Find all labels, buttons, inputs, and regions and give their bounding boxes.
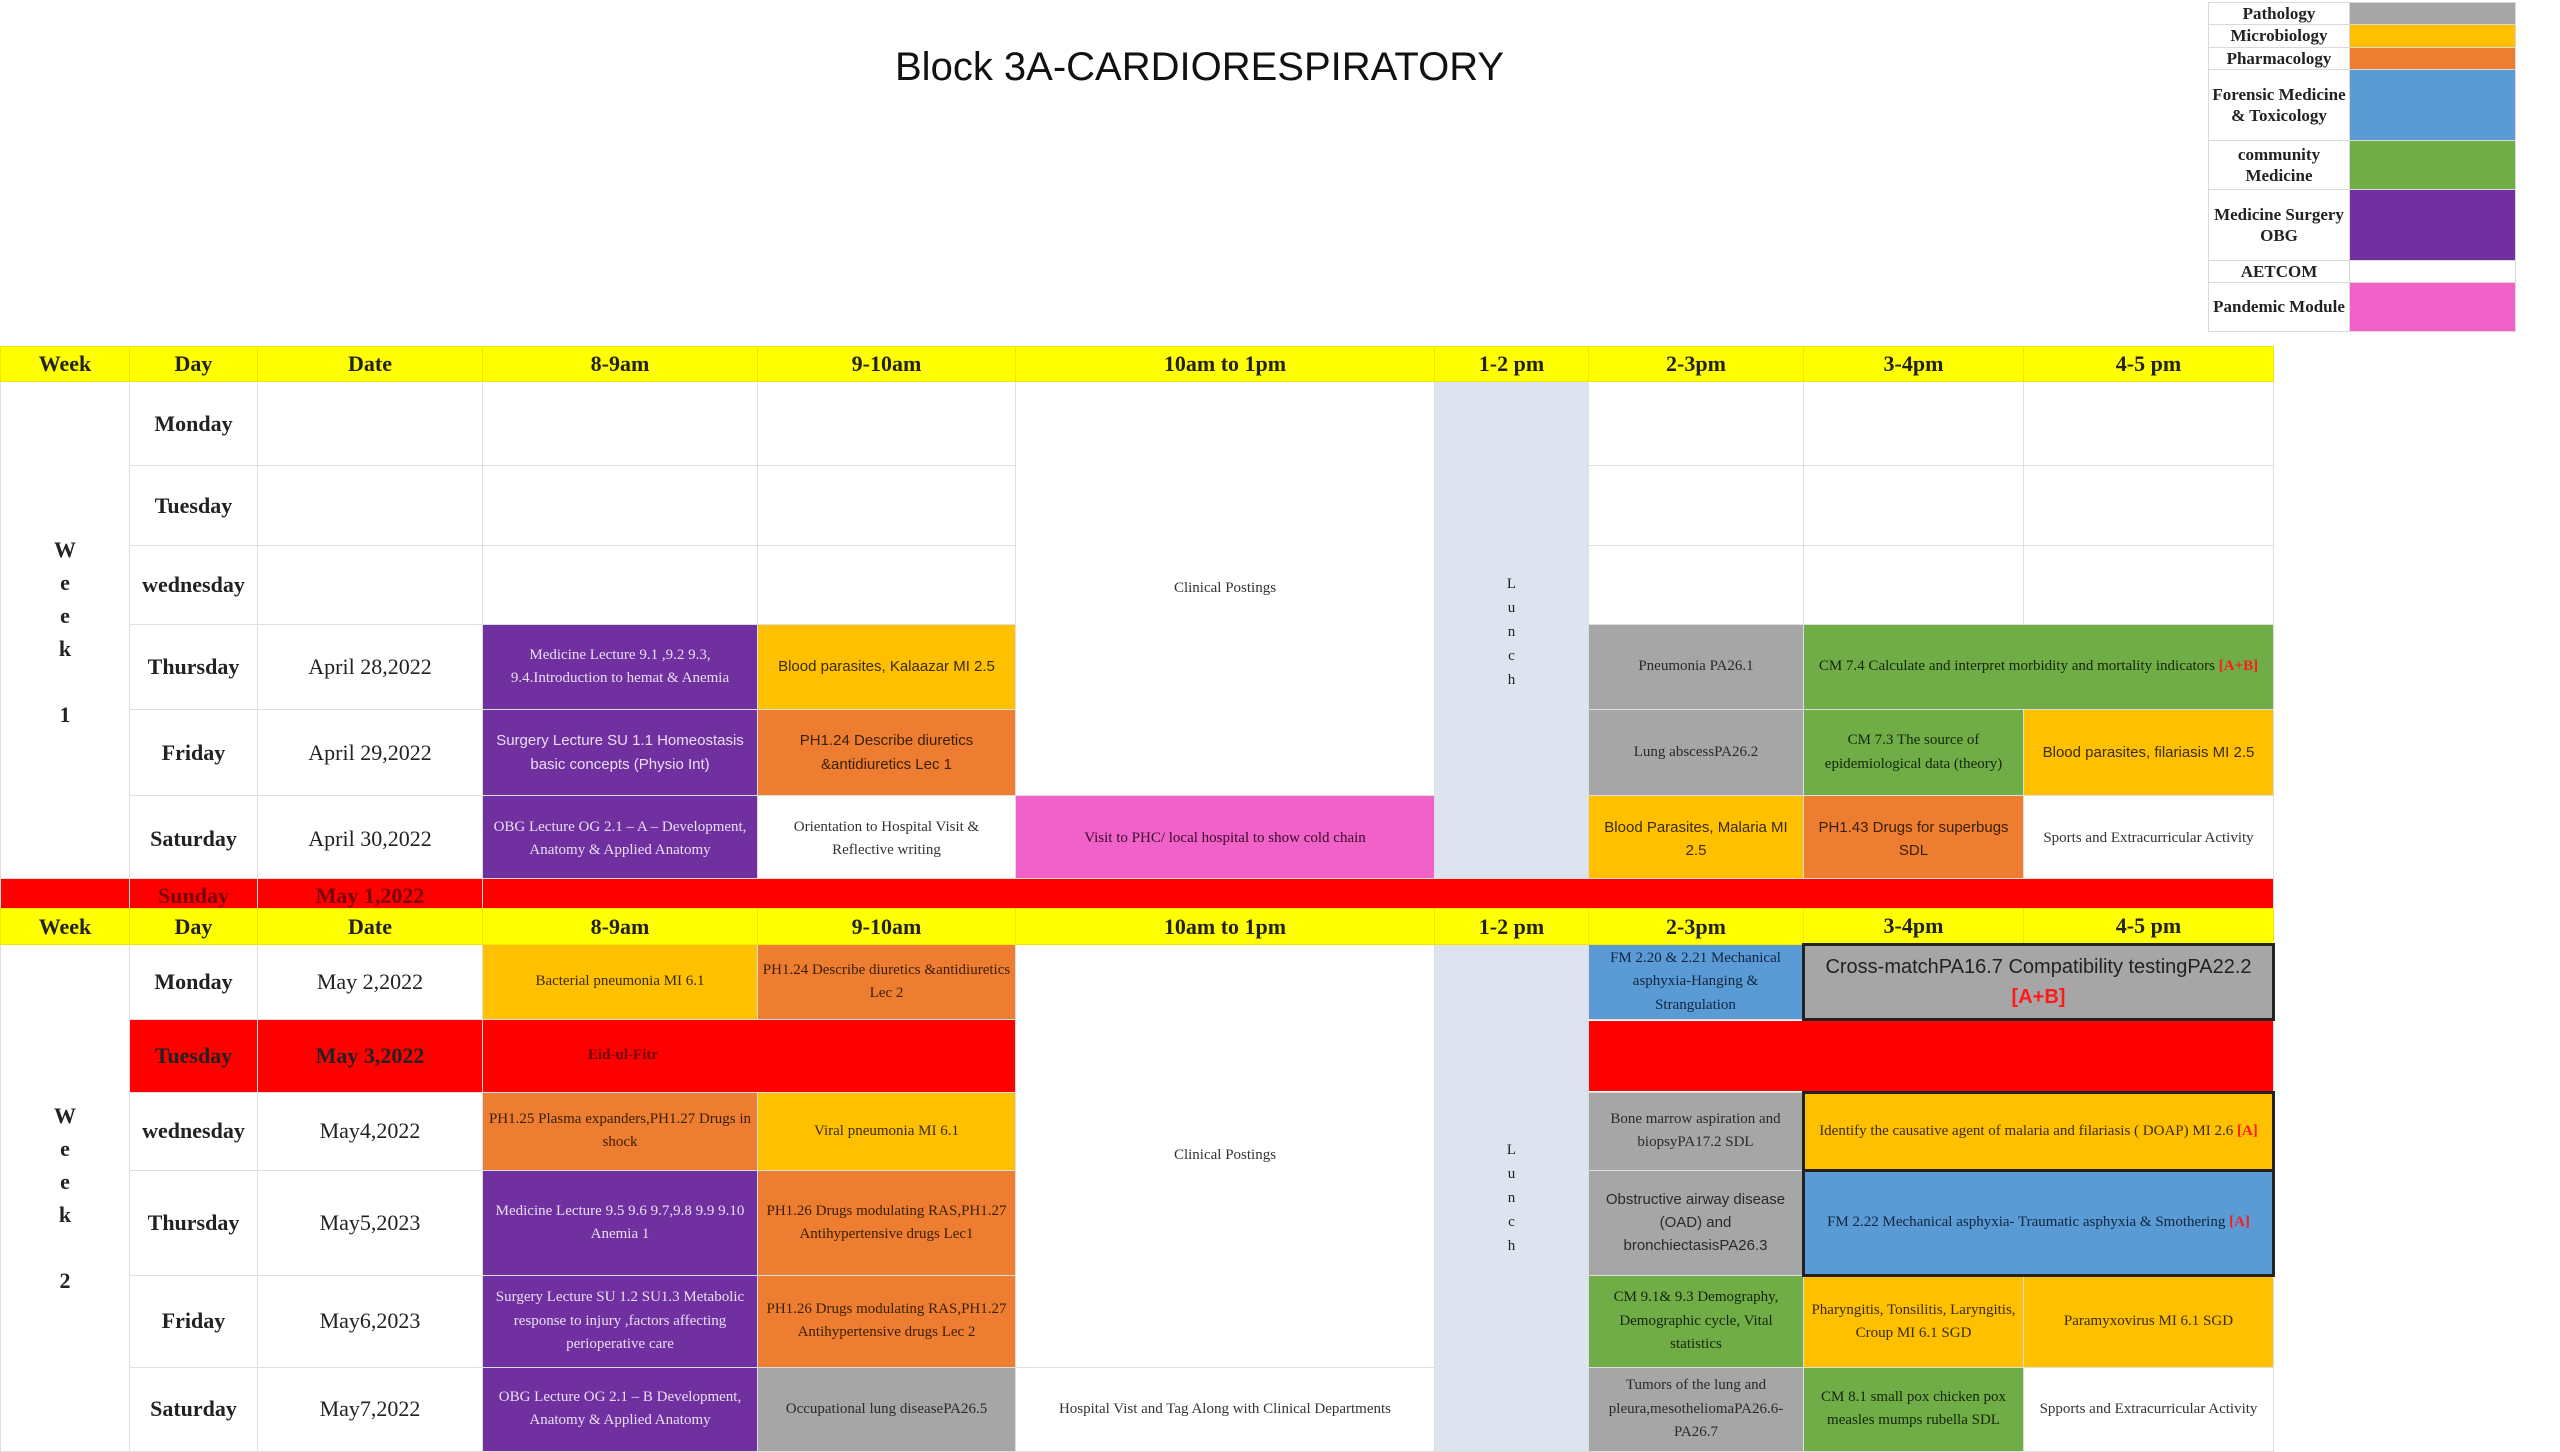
class-cell-pathology: Occupational lung diseasePA26.5 <box>758 1367 1016 1451</box>
lunch-letter: u <box>1507 1165 1516 1182</box>
lunch-letter: n <box>1507 1189 1516 1206</box>
slot-cell <box>1589 382 1804 466</box>
header-slot-9-10: 9-10am <box>758 909 1016 945</box>
lunch-letter: u <box>1507 600 1516 617</box>
legend-swatch-microbiology <box>2350 25 2516 47</box>
slot-cell <box>483 546 758 625</box>
class-cell-pharmacology: PH1.24 Describe diuretics &antidiuretics Lec 1 <box>758 710 1016 796</box>
header-slot-3-4: 3-4pm <box>1804 347 2024 382</box>
class-cell-activity: Sports and Extracurricular Activity <box>2024 796 2274 883</box>
lunch-cell <box>1435 945 1589 1452</box>
slot-cell <box>1589 466 1804 546</box>
class-cell-microbiology: Blood parasites, filariasis MI 2.5 <box>2024 710 2274 796</box>
slot-cell <box>758 546 1016 625</box>
lunch-letter: c <box>1508 1213 1515 1230</box>
header-slot-2-3: 2-3pm <box>1589 909 1804 945</box>
date-cell <box>258 382 483 466</box>
class-cell-community-medicine <box>1804 625 2274 710</box>
date-cell: May 2,2022 <box>258 945 483 1020</box>
class-cell-microbiology: Blood parasites, Kalaazar MI 2.5 <box>758 625 1016 710</box>
class-cell-forensic-medicine: FM 2.20 & 2.21 Mechanical asphyxia-Hanging & Strangulation <box>1589 945 1804 1020</box>
day-cell: Saturday <box>130 796 258 883</box>
week-letter: W <box>54 537 76 563</box>
header-slot-4-5: 4-5 pm <box>2024 909 2274 945</box>
slot-cell <box>483 382 758 466</box>
class-cell-surgery: Surgery Lecture SU 1.2 SU1.3 Metabolic response to injury ,factors affecting perioperative care <box>483 1275 758 1367</box>
group-tag: [A] <box>2236 1122 2258 1139</box>
header-day: Day <box>130 347 258 382</box>
class-text: Cross-matchPA16.7 Compatibility testingPA22.2 <box>1825 955 2252 978</box>
clinical-postings-cell: Clinical Postings <box>1016 382 1435 796</box>
day-cell: Friday <box>130 1275 258 1367</box>
header-slot-3-4: 3-4pm <box>1804 909 2024 945</box>
legend-label: Pathology <box>2209 3 2350 25</box>
class-cell-pharmacology: PH1.26 Drugs modulating RAS,PH1.27 Antihypertensive drugs Lec1 <box>758 1170 1016 1275</box>
class-cell-pharmacology: PH1.43 Drugs for superbugs SDL <box>1804 796 2024 883</box>
header-date: Date <box>258 347 483 382</box>
day-cell: wednesday <box>130 546 258 625</box>
header-slot-4-5: 4-5 pm <box>2024 347 2274 382</box>
class-cell-pathology: Lung abscessPA26.2 <box>1589 710 1804 796</box>
date-cell: May 3,2022 <box>258 1019 483 1092</box>
class-cell-surgery: Surgery Lecture SU 1.1 Homeostasis basic concepts (Physio Int) <box>483 710 758 796</box>
group-tag: [A+B] <box>2218 658 2259 675</box>
day-cell: Monday <box>130 382 258 466</box>
class-cell-community-medicine: CM 9.1& 9.3 Demography, Demographic cycle, Vital statistics <box>1589 1275 1804 1367</box>
class-cell-pharmacology: PH1.25 Plasma expanders,PH1.27 Drugs in shock <box>483 1092 758 1170</box>
day-cell: wednesday <box>130 1092 258 1170</box>
table-row <box>1 945 2274 1020</box>
class-cell-community-medicine: CM 8.1 small pox chicken pox measles mumps rubella SDL <box>1804 1367 2024 1451</box>
slot-cell <box>1804 382 2024 466</box>
week-letter: e <box>60 570 70 596</box>
legend-swatch-forensic <box>2350 69 2516 140</box>
week-letter: e <box>60 603 70 629</box>
date-cell: May4,2022 <box>258 1092 483 1170</box>
clinical-postings-cell: Clinical Postings <box>1016 945 1435 1368</box>
date-cell: May6,2023 <box>258 1275 483 1367</box>
class-cell-aetcom: Hospital Vist and Tag Along with Clinical Departments <box>1016 1367 1435 1451</box>
slot-cell <box>2024 546 2274 625</box>
date-cell <box>258 546 483 625</box>
class-cell-medicine: Medicine Lecture 9.5 9.6 9.7,9.8 9.9 9.10 Anemia 1 <box>483 1170 758 1275</box>
header-slot-1-2: 1-2 pm <box>1435 347 1589 382</box>
legend-swatch-aetcom <box>2350 260 2516 282</box>
day-cell: Thursday <box>130 625 258 710</box>
table-row <box>1 1367 2274 1451</box>
legend-label: AETCOM <box>2209 260 2350 282</box>
slot-cell <box>483 466 758 546</box>
class-cell-aetcom: Orientation to Hospital Visit & Reflective writing <box>758 796 1016 883</box>
group-tag: [A+B] <box>2011 985 2066 1008</box>
sunday-day: Sunday <box>130 879 258 914</box>
date-cell: May5,2023 <box>258 1170 483 1275</box>
class-cell-microbiology: Blood Parasites, Malaria MI 2.5 <box>1589 796 1804 883</box>
class-cell-pathology <box>1804 945 2274 1020</box>
header-slot-10-1: 10am to 1pm <box>1016 347 1435 382</box>
date-cell: April 29,2022 <box>258 710 483 796</box>
legend-swatch-pathology <box>2350 3 2516 25</box>
slot-cell <box>2024 382 2274 466</box>
slot-cell <box>1589 546 1804 625</box>
day-cell: Monday <box>130 945 258 1020</box>
header-slot-9-10: 9-10am <box>758 347 1016 382</box>
timetable-week-2 <box>0 908 2275 1452</box>
week-letter: W <box>54 1102 76 1128</box>
class-text: Identify the causative agent of malaria and filariasis ( DOAP) MI 2.6 <box>1819 1122 2234 1139</box>
week-number: 1 <box>59 702 71 728</box>
header-day: Day <box>130 909 258 945</box>
class-cell-pandemic-module: Visit to PHC/ local hospital to show cold chain <box>1016 796 1435 883</box>
date-cell: April 28,2022 <box>258 625 483 710</box>
lunch-letter: n <box>1507 624 1516 641</box>
class-cell-forensic-medicine <box>1804 1170 2274 1275</box>
day-cell: Saturday <box>130 1367 258 1451</box>
slot-cell <box>1804 546 2024 625</box>
page-title: Block 3A-CARDIORESPIRATORY <box>895 45 1505 89</box>
lunch-letter: L <box>1506 1141 1517 1158</box>
header-date: Date <box>258 909 483 945</box>
slot-cell <box>1804 466 2024 546</box>
class-cell-microbiology-practical <box>1804 1092 2274 1170</box>
legend-swatch-pharmacology <box>2350 47 2516 69</box>
header-slot-2-3: 2-3pm <box>1589 347 1804 382</box>
week-letter: k <box>58 636 72 662</box>
legend-swatch-medicine <box>2350 189 2516 260</box>
class-cell-activity: Spports and Extracurricular Activity <box>2024 1367 2274 1451</box>
slot-cell <box>2024 466 2274 546</box>
week-label <box>1 945 130 1452</box>
week-number: 2 <box>59 1267 71 1293</box>
lunch-cell <box>1435 382 1589 883</box>
lunch-letter: c <box>1508 648 1515 665</box>
legend-label: Forensic Medicine & Toxicology <box>2209 69 2350 140</box>
day-cell: Thursday <box>130 1170 258 1275</box>
class-cell-pathology: Tumors of the lung and pleura,mesotheliomaPA26.6-PA26.7 <box>1589 1367 1804 1451</box>
legend-label: Microbiology <box>2209 25 2350 47</box>
day-cell: Tuesday <box>130 466 258 546</box>
week-letter: e <box>60 1135 70 1161</box>
sunday-date: May 1,2022 <box>258 879 483 914</box>
header-row <box>1 347 2274 382</box>
table-row <box>1 382 2274 466</box>
holiday-cell: Eid-ul-Fitr <box>483 1019 1016 1092</box>
class-cell-microbiology: Paramyxovirus MI 6.1 SGD <box>2024 1275 2274 1367</box>
lunch-letter: L <box>1506 576 1517 593</box>
slot-cell <box>758 466 1016 546</box>
class-cell-medicine: Medicine Lecture 9.1 ,9.2 9.3, 9.4.Introduction to hemat & Anemia <box>483 625 758 710</box>
week-letter: e <box>60 1168 70 1194</box>
class-cell-microbiology: Viral pneumonia MI 6.1 <box>758 1092 1016 1170</box>
holiday-cell-afternoon <box>1589 1019 2274 1092</box>
class-text: FM 2.22 Mechanical asphyxia- Traumatic asphyxia & Smothering <box>1827 1214 2226 1231</box>
class-cell-pharmacology: PH1.26 Drugs modulating RAS,PH1.27 Antihypertensive drugs Lec 2 <box>758 1275 1016 1367</box>
header-slot-8-9: 8-9am <box>483 909 758 945</box>
class-cell-pathology: Pneumonia PA26.1 <box>1589 625 1804 710</box>
group-tag: [A] <box>2229 1214 2250 1231</box>
lunch-letter: h <box>1507 1237 1516 1254</box>
legend-label: Pandemic Module <box>2209 283 2350 332</box>
date-cell <box>258 466 483 546</box>
subject-legend <box>2208 2 2516 332</box>
class-cell-pathology: Bone marrow aspiration and biopsyPA17.2 SDL <box>1589 1092 1804 1170</box>
slot-cell <box>758 382 1016 466</box>
header-row <box>1 909 2274 945</box>
class-cell-obg: OBG Lecture OG 2.1 – A – Development, Anatomy & Applied Anatomy <box>483 796 758 883</box>
class-cell-community-medicine: CM 7.3 The source of epidemiological data (theory) <box>1804 710 2024 796</box>
week-letter: k <box>58 1201 72 1227</box>
legend-swatch-community <box>2350 140 2516 189</box>
day-cell: Tuesday <box>130 1019 258 1092</box>
date-cell: May7,2022 <box>258 1367 483 1451</box>
class-text: CM 7.4 Calculate and interpret morbidity and mortality indicators <box>1818 658 2216 675</box>
legend-label: Pharmacology <box>2209 47 2350 69</box>
day-cell: Friday <box>130 710 258 796</box>
class-cell-pathology: Obstructive airway disease (OAD) and bronchiectasisPA26.3 <box>1589 1170 1804 1275</box>
class-cell-microbiology: Pharyngitis, Tonsilitis, Laryngitis, Croup MI 6.1 SGD <box>1804 1275 2024 1367</box>
header-slot-8-9: 8-9am <box>483 347 758 382</box>
header-slot-10-1: 10am to 1pm <box>1016 909 1435 945</box>
class-cell-obg: OBG Lecture OG 2.1 – B Development, Anatomy & Applied Anatomy <box>483 1367 758 1451</box>
legend-swatch-pandemic <box>2350 283 2516 332</box>
lunch-letter: h <box>1507 672 1516 689</box>
week-label <box>1 382 130 883</box>
header-week: Week <box>1 347 130 382</box>
header-week: Week <box>1 909 130 945</box>
class-cell-microbiology: Bacterial pneumonia MI 6.1 <box>483 945 758 1020</box>
class-cell-pharmacology: PH1.24 Describe diuretics &antidiuretics Lec 2 <box>758 945 1016 1020</box>
legend-label: Medicine Surgery OBG <box>2209 189 2350 260</box>
timetable-week-1 <box>0 346 2274 883</box>
table-row <box>1 796 2274 883</box>
legend-label: community Medicine <box>2209 140 2350 189</box>
header-slot-1-2: 1-2 pm <box>1435 909 1589 945</box>
date-cell: April 30,2022 <box>258 796 483 883</box>
